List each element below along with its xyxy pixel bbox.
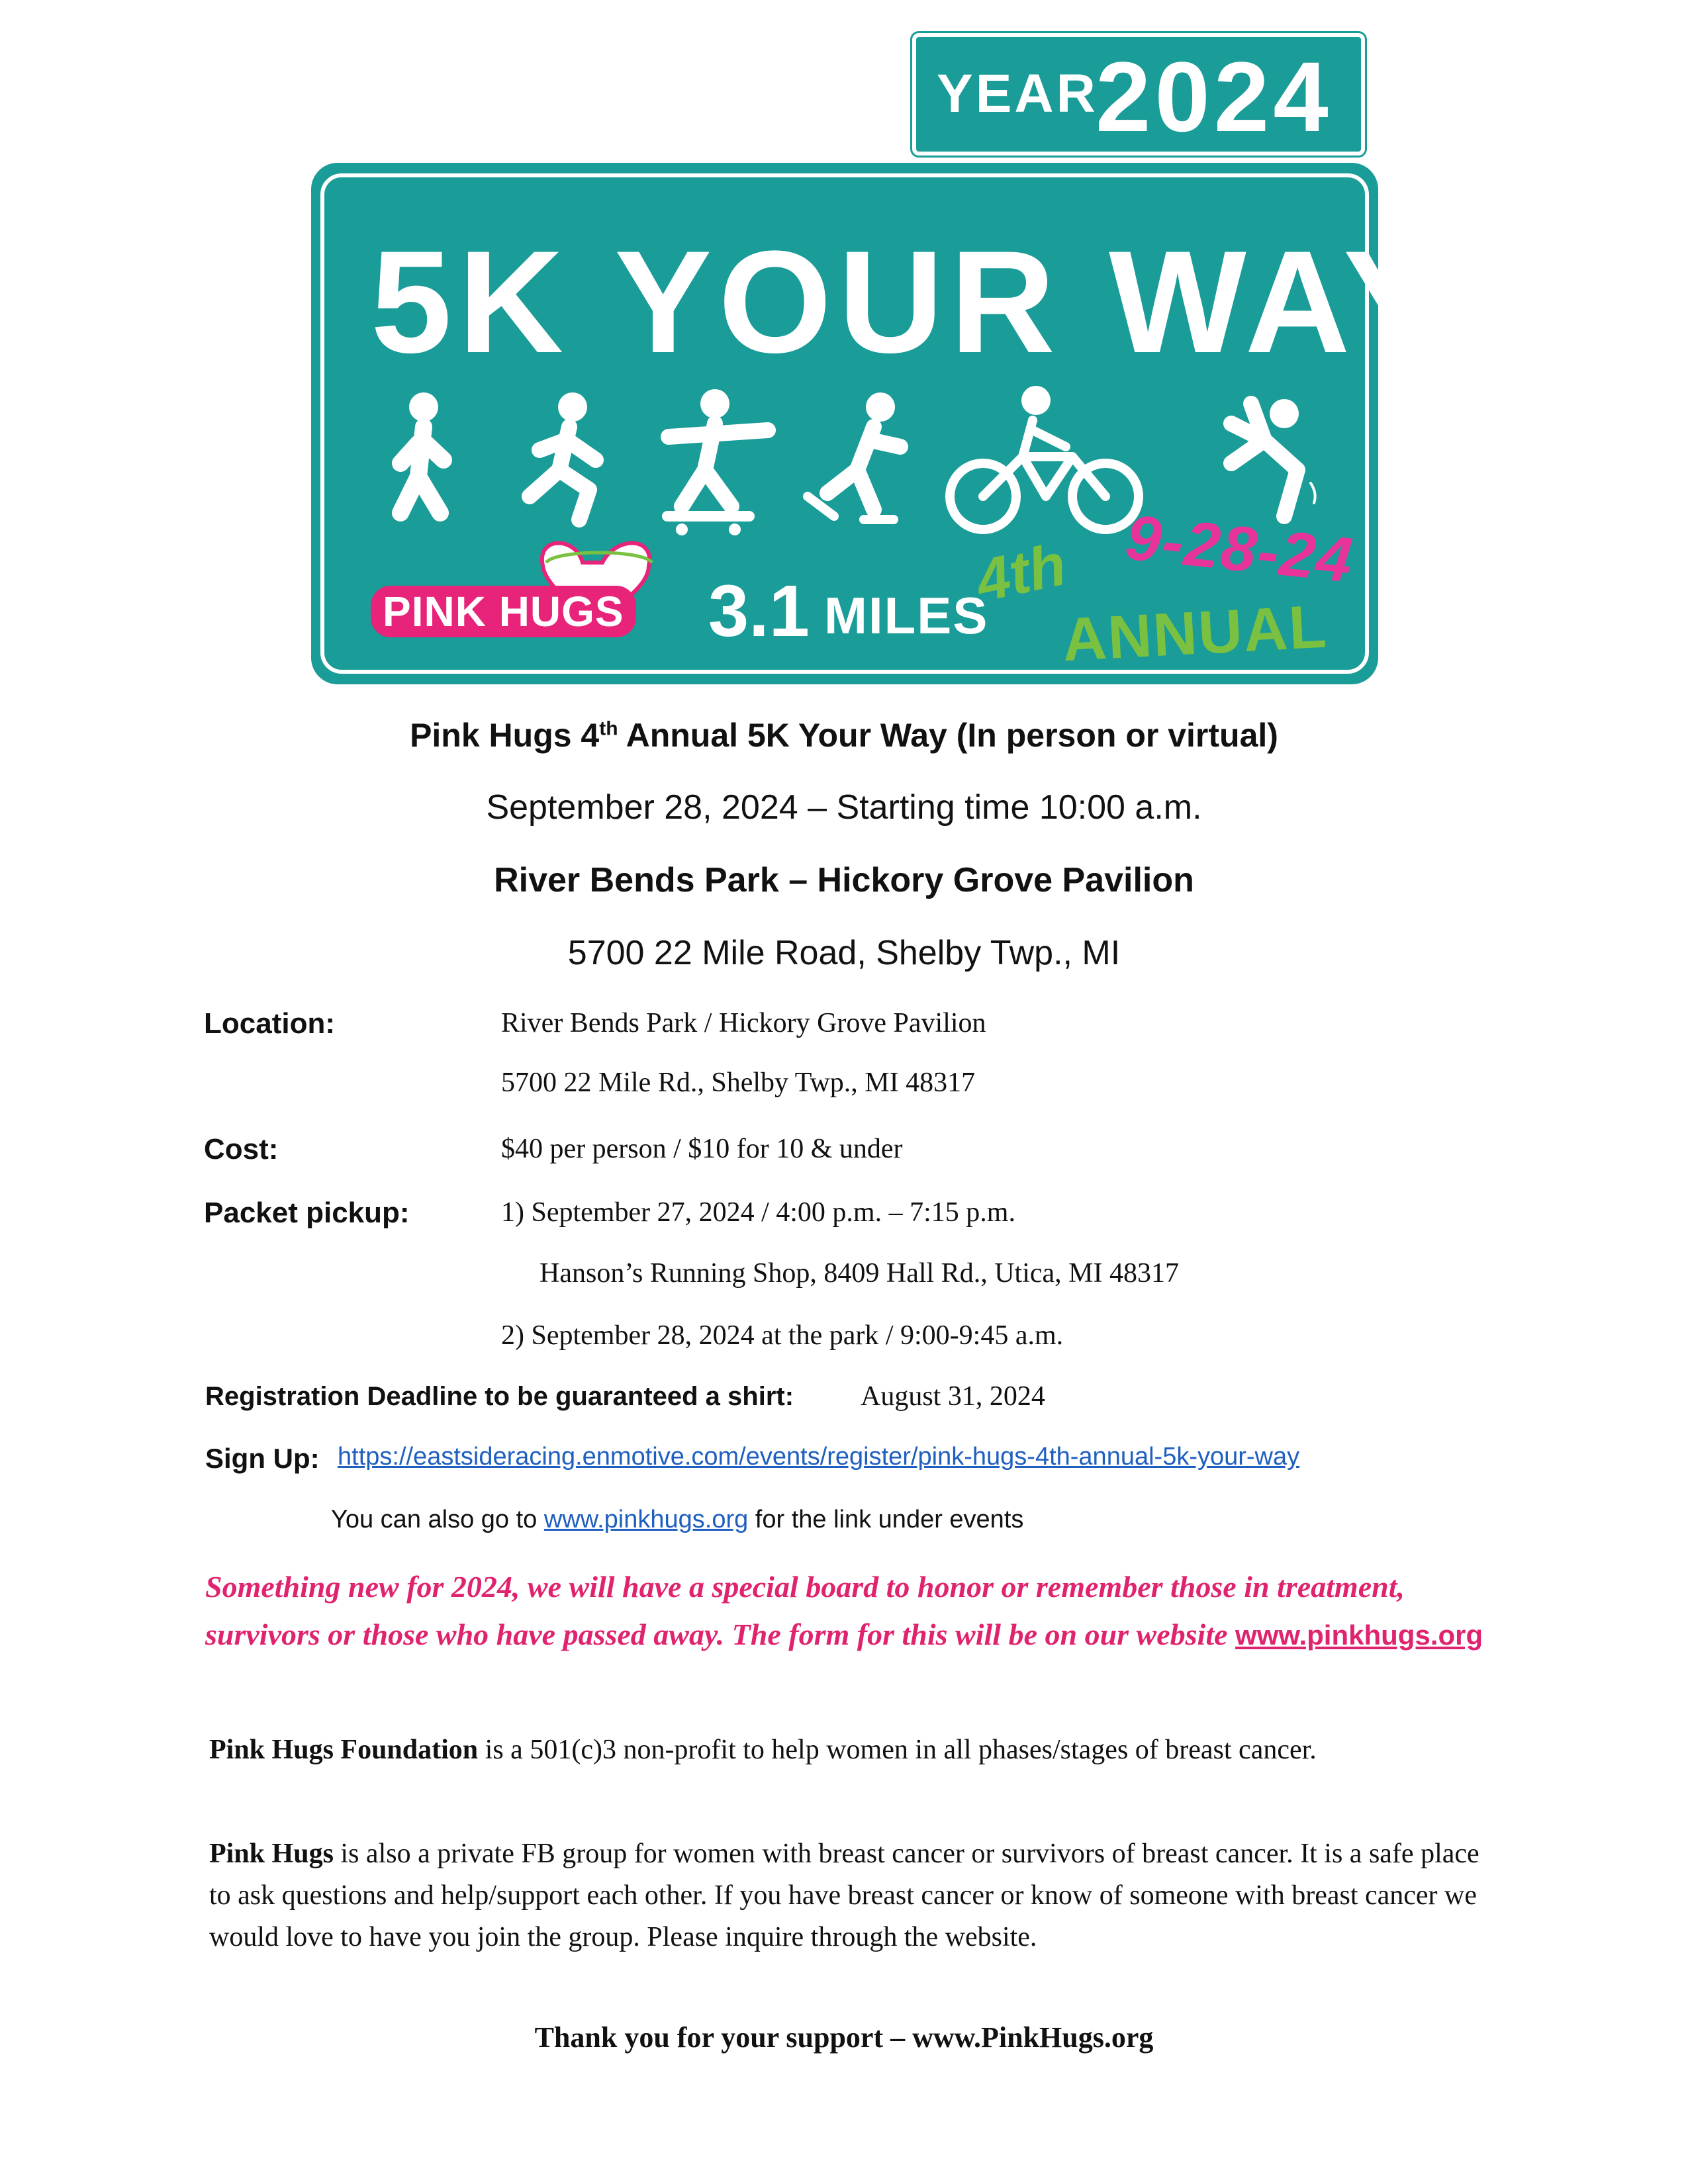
location-value-address: 5700 22 Mile Rd., Shelby Twp., MI 48317 [501,1068,976,1098]
headline-post: Annual 5K Your Way (In person or virtual) [618,717,1278,754]
signup-label: Sign Up: [205,1443,320,1474]
pinkhugs-website-link[interactable]: www.pinkhugs.org [543,1506,749,1533]
foundation-paragraph [209,1729,1500,1771]
packet-pickup-location-1: Hanson’s Running Shop, 8409 Hall Rd., Utica, MI 48317 [539,1258,1179,1289]
annual-word: ANNUAL [1060,592,1329,674]
venue-line: River Bends Park – Hickory Grove Pavilion [494,861,1194,899]
run-icon [530,392,596,520]
miles-word: MILES [824,586,989,645]
sign-title: 5K YOUR WAY [371,220,1448,383]
packet-pickup-option-2: 2) September 28, 2024 at the park / 9:00-9:45 a.m. [501,1320,1064,1351]
thank-you-line: Thank you for your support – www.PinkHugs.org [534,2021,1154,2054]
special-board-note [205,1563,1503,1659]
address-line: 5700 22 Mile Road, Shelby Twp., MI [567,934,1121,972]
rollerblade-icon [808,392,900,520]
special-note-website-link[interactable]: www.pinkhugs.org [1235,1619,1483,1651]
fall-icon [1231,399,1315,516]
bicycle-icon [950,386,1139,529]
cost-value: $40 per person / $10 for 10 & under [501,1134,903,1164]
event-date-line: September 28, 2024 – Starting time 10:00 a.m. [486,788,1202,827]
fb-group-text: is also a private FB group for women with breast cancer or survivors of breast cancer. It is a safe place to ask questions and help/support each other. If you have breast cancer or know of someone with breast cancer we would love to have you join the group. Please inquire through the website. [209,1839,1479,1952]
packet-pickup-option-1: 1) September 27, 2024 / 4:00 p.m. – 7:15 p.m. [501,1197,1015,1228]
also-pre: You can also go to [331,1506,544,1533]
skateboard-icon [662,389,768,535]
packet-pickup-label: Packet pickup: [204,1197,410,1229]
location-label: Location: [204,1007,335,1040]
graffiti-date: 9-28-24 [1122,502,1357,596]
deadline-label: Registration Deadline to be guaranteed a shirt: [205,1382,794,1411]
miles-number: 3.1 [708,570,810,652]
fb-group-paragraph [209,1833,1507,1958]
fb-group-name: Pink Hugs [209,1839,334,1869]
cost-label: Cost: [204,1133,279,1165]
signup-link[interactable]: https://eastsideracing.enmotive.com/events/register/pink-hugs-4th-annual-5k-your-way [338,1443,1300,1471]
headline-pre: Pink Hugs 4 [410,717,600,754]
pinkhugs-logo-text: PINK HUGS [371,586,636,637]
location-value-venue: River Bends Park / Hickory Grove Pavilion [501,1008,986,1038]
foundation-text: is a 501(c)3 non-profit to help women in all phases/stages of breast cancer. [478,1735,1317,1765]
annual-number: 4th [970,531,1072,615]
headline-sup: th [599,717,618,740]
special-note-text: Something new for 2024, we will have a special board to honor or remember those in treatment, survivors or those who have passed away. The form for this will be on our website [205,1570,1405,1651]
year-label: YEAR [937,64,1098,124]
also-post: for the link under events [748,1506,1024,1533]
year-value: 2024 [1096,41,1333,152]
headline [0,716,1688,754]
deadline-value: August 31, 2024 [861,1381,1045,1412]
also-visit-line [331,1506,1023,1534]
foundation-name: Pink Hugs Foundation [209,1735,479,1765]
walk-icon [400,392,444,513]
